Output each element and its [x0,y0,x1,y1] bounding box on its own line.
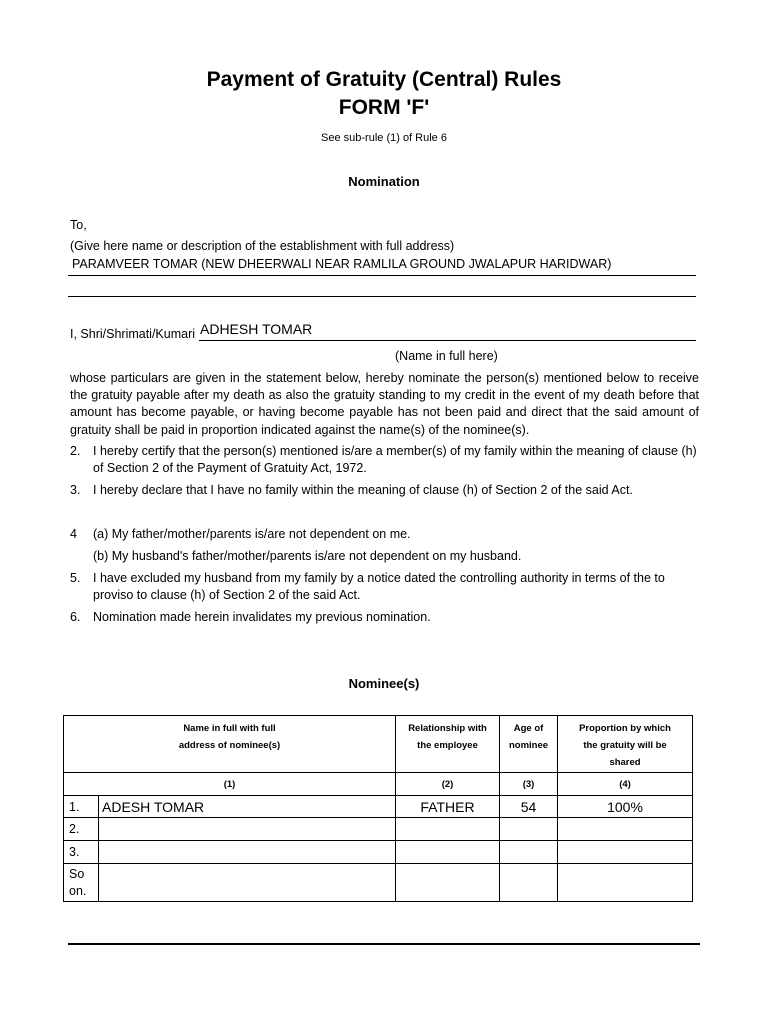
clause-4a [70,526,700,543]
nominee-relationship [396,841,500,864]
column-number-row [64,773,693,796]
row-number-line2: on. [69,883,87,898]
establishment-address-value: PARAMVEER TOMAR (NEW DHEERWALI NEAR RAMLILA GROUND JWALAPUR HARIDWAR) [72,257,612,271]
col-number-4: (4) [558,773,693,796]
nominee-name: ADESH TOMAR [99,796,396,818]
table-row [64,864,693,902]
col-header-proportion-line1: Proportion by which [579,723,671,734]
clause-4a-text: (a) My father/mother/parents is/are not dependent on me. [93,527,411,541]
nominee-proportion [558,818,693,841]
col-header-age [500,716,558,773]
nominee-relationship [396,818,500,841]
table-row [64,841,693,864]
col-header-proportion [558,716,693,773]
name-note: (Name in full here) [395,349,498,363]
row-number: 1. [64,796,99,818]
col-number-2: (2) [396,773,500,796]
declarant-name-value: ADHESH TOMAR [200,321,313,337]
col-header-name-line1: Name in full with full [183,723,276,734]
clause-3-number: 3. [70,483,81,497]
clause-2-number: 2. [70,444,81,458]
nominee-age: 54 [500,796,558,818]
col-header-proportion-line3: shared [609,757,641,768]
address-line-1 [68,275,696,276]
row-number: 3. [64,841,99,864]
nominee-age [500,841,558,864]
form-title: Payment of Gratuity (Central) Rules [206,68,562,91]
section-heading-nominees: Nominee(s) [348,676,420,691]
clause-4-number: 4 [70,527,77,541]
col-header-age-line1: Age of [513,723,544,734]
clause-3-text: I hereby declare that I have no family within the meaning of clause (h) of Section 2 of the said Act. [93,483,633,497]
table-row [64,818,693,841]
col-header-relationship-line2: the employee [417,740,478,751]
col-number-1: (1) [64,773,396,796]
nominees-table [63,715,693,902]
nominee-relationship [396,864,500,902]
nominee-name [99,841,396,864]
table-header-row [64,716,693,773]
rule-reference: See sub-rule (1) of Rule 6 [321,132,447,144]
clause-5-text: I have excluded my husband from my family by a notice dated the controlling authority in terms of the to proviso to clause (h) of Section 2 of the said Act. [93,571,665,602]
form-subtitle-form-f: FORM 'F' [338,96,430,119]
declarant-prefix: I, Shri/Shrimati/Kumari [70,327,196,341]
col-number-3: (3) [500,773,558,796]
nominee-name [99,864,396,902]
nominee-age [500,818,558,841]
col-header-name-line2: address of nominee(s) [178,740,281,751]
clause-6 [70,609,700,626]
clause-5 [70,570,700,604]
col-header-age-line2: nominee [508,740,549,751]
col-header-relationship-line1: Relationship with [408,723,487,734]
clause-4b [70,548,700,565]
nominee-proportion [558,864,693,902]
bottom-rule [68,943,700,945]
col-header-proportion-line2: the gratuity will be [583,740,667,751]
clause-5-number: 5. [70,571,81,585]
address-instruction: (Give here name or description of the establishment with full address) [70,239,455,253]
clause-2-text: I hereby certify that the person(s) mentioned is/are a member(s) of my family within the meaning of clause (h) of Section 2 of the Payment of Gratuity Act, 1972. [93,444,697,475]
nominee-proportion [558,841,693,864]
row-number-so-on [64,864,99,902]
col-header-name [64,716,396,773]
nominee-relationship: FATHER [396,796,500,818]
nomination-statement: whose particulars are given in the statement below, hereby nominate the person(s) mentioned below to receive the gratuity payable after my death as also the gratuity standing to my credit in the event of my death before that amount has become payable, or having become payable has not been paid and direct that the said amount of gratuity shall be paid in proportion indicated against the name(s) of the nominee(s). [70,371,699,437]
address-line-2 [68,296,696,297]
col-header-relationship [396,716,500,773]
to-label: To, [70,218,87,232]
nominee-proportion: 100% [558,796,693,818]
section-heading-nomination: Nomination [348,174,420,189]
table-row [64,796,693,818]
nominee-age [500,864,558,902]
row-number: 2. [64,818,99,841]
declarant-name-line [199,340,696,341]
clause-6-number: 6. [70,610,81,624]
clause-4b-text: (b) My husband's father/mother/parents is/are not dependent on my husband. [93,549,522,563]
nominee-name [99,818,396,841]
clause-6-text: Nomination made herein invalidates my previous nomination. [93,610,431,624]
clause-2 [70,443,700,477]
row-number-line1: So [69,866,85,881]
clause-3 [70,482,700,499]
